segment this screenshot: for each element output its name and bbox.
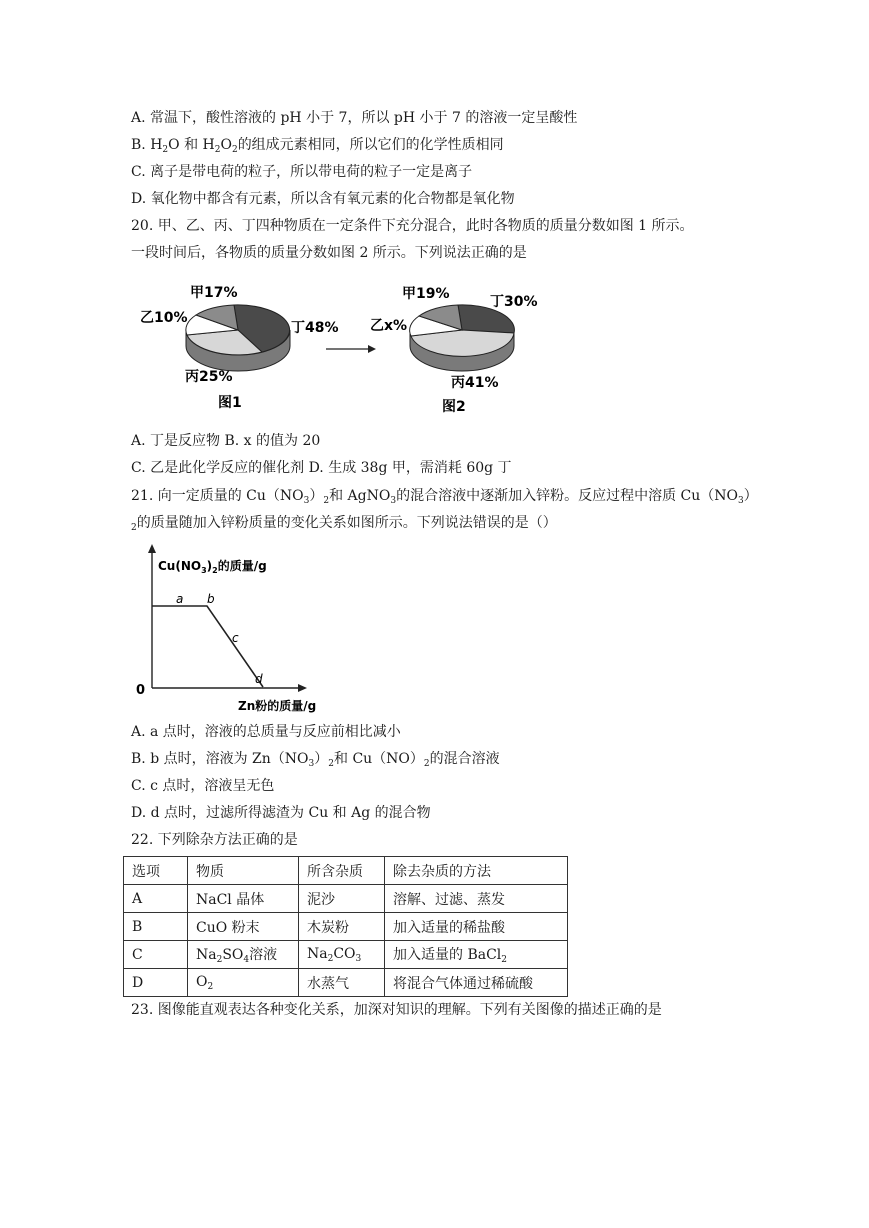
q21-data-line <box>152 606 263 687</box>
pie1-caption: 图1 <box>218 395 242 411</box>
q20-stem-line2: 一段时间后，各物质的质量分数如图 2 所示。下列说法正确的是 <box>131 245 527 261</box>
pie1-label-jia: 甲17% <box>190 285 238 301</box>
q19-option-b: B. $H_2O$ 和 $H_2O_2$的组成元素相同，所以它们的化学性质相同 <box>131 137 504 155</box>
q21-x-label: Zn粉的质量/g <box>238 699 317 713</box>
table-row <box>124 885 568 913</box>
q23-stem: 23. 图像能直观表达各种变化关系，加深对知识的理解。下列有关图像的描述正确的是 <box>131 1002 662 1018</box>
table-cell: CuO 粉末 <box>188 913 299 941</box>
pie2-label-yi: 乙x% <box>370 318 408 334</box>
q20-options-cd: C. 乙是此化学反应的催化剂 D. 生成 38g 甲，需消耗 60g 丁 <box>131 460 512 476</box>
table-cell: 加入适量的 BaCl$_2$ <box>385 941 568 969</box>
q21-x-axis-arrow <box>298 684 307 692</box>
q22-stem: 22. 下列除杂方法正确的是 <box>131 832 298 848</box>
q22-table <box>123 856 568 997</box>
table-row <box>124 913 568 941</box>
pie-chart-2 <box>370 286 538 415</box>
transition-arrow <box>326 345 376 353</box>
q21-stem-line1: 21. 向一定质量的 $Cu(NO_3)_2$和 AgNO$_3$的混合溶液中逐渐加入锌粉。反应过程中溶质 $Cu(NO_3)$ <box>131 488 758 506</box>
pie2-caption: 图2 <box>442 399 466 415</box>
q21-line-graph <box>0 540 869 720</box>
q19-option-a: A. 常温下，酸性溶液的 pH 小于 7，所以 pH 小于 7 的溶液一定呈酸性 <box>131 110 578 126</box>
table-header-cell: 选项 <box>124 857 188 885</box>
table-cell: 水蒸气 <box>299 969 385 997</box>
pie1-label-yi: 乙10% <box>140 310 188 326</box>
q21-point-a: a <box>176 592 184 606</box>
q21-option-c: C. c 点时，溶液呈无色 <box>131 778 275 794</box>
pie2-label-bing: 丙41% <box>451 375 499 391</box>
table-cell: A <box>124 885 188 913</box>
q21-point-c: c <box>232 631 239 645</box>
pie1-label-bing: 丙25% <box>185 369 233 385</box>
table-cell: $Na_2CO_3$ <box>299 941 385 969</box>
table-header-cell: 除去杂质的方法 <box>385 857 568 885</box>
table-cell: C <box>124 941 188 969</box>
table-header-row <box>124 857 568 885</box>
q20-pie-figures <box>0 270 869 430</box>
table-cell: 溶解、过滤、蒸发 <box>385 885 568 913</box>
q21-stem-line2: $_2$的质量随加入锌粉质量的变化关系如图所示。下列说法错误的是（） <box>131 515 557 533</box>
q21-option-b: B. b 点时，溶液为 $Zn(NO_3)_2$和 $Cu(NO)_2$的混合溶液 <box>131 751 500 769</box>
q21-point-b: b <box>207 592 215 606</box>
table-row <box>124 969 568 997</box>
q21-y-label: $Cu(NO_3)_2$的质量/g <box>158 559 267 575</box>
q21-option-a: A. a 点时，溶液的总质量与反应前相比减小 <box>131 724 401 740</box>
q21-point-d: d <box>255 672 263 686</box>
q20-options-ab: A. 丁是反应物 B. x 的值为 20 <box>131 433 321 449</box>
q19-option-c: C. 离子是带电荷的粒子，所以带电荷的粒子一定是离子 <box>131 164 473 180</box>
table-cell: D <box>124 969 188 997</box>
q19-option-d: D. 氧化物中都含有元素，所以含有氧元素的化合物都是氧化物 <box>131 191 515 207</box>
pie2-label-ding: 丁30% <box>490 294 538 310</box>
pie1-label-ding: 丁48% <box>291 320 339 336</box>
table-cell: 木炭粉 <box>299 913 385 941</box>
pie2-label-jia: 甲19% <box>402 286 450 302</box>
table-cell: $O_2$ <box>188 969 299 997</box>
q20-stem-line1: 20. 甲、乙、丙、丁四种物质在一定条件下充分混合，此时各物质的质量分数如图 1 所示。 <box>131 218 694 234</box>
q21-y-axis-arrow <box>148 544 156 553</box>
pie-chart-1 <box>140 285 339 411</box>
table-cell: B <box>124 913 188 941</box>
table-cell: NaCl 晶体 <box>188 885 299 913</box>
table-cell: 将混合气体通过稀硫酸 <box>385 969 568 997</box>
table-header-cell: 所含杂质 <box>299 857 385 885</box>
table-cell: 泥沙 <box>299 885 385 913</box>
q21-origin-label: 0 <box>136 683 146 698</box>
table-row <box>124 941 568 969</box>
table-cell: $Na_2SO_4$溶液 <box>188 941 299 969</box>
table-cell: 加入适量的稀盐酸 <box>385 913 568 941</box>
q21-option-d: D. d 点时，过滤所得滤渣为 Cu 和 Ag 的混合物 <box>131 805 431 821</box>
table-header-cell: 物质 <box>188 857 299 885</box>
